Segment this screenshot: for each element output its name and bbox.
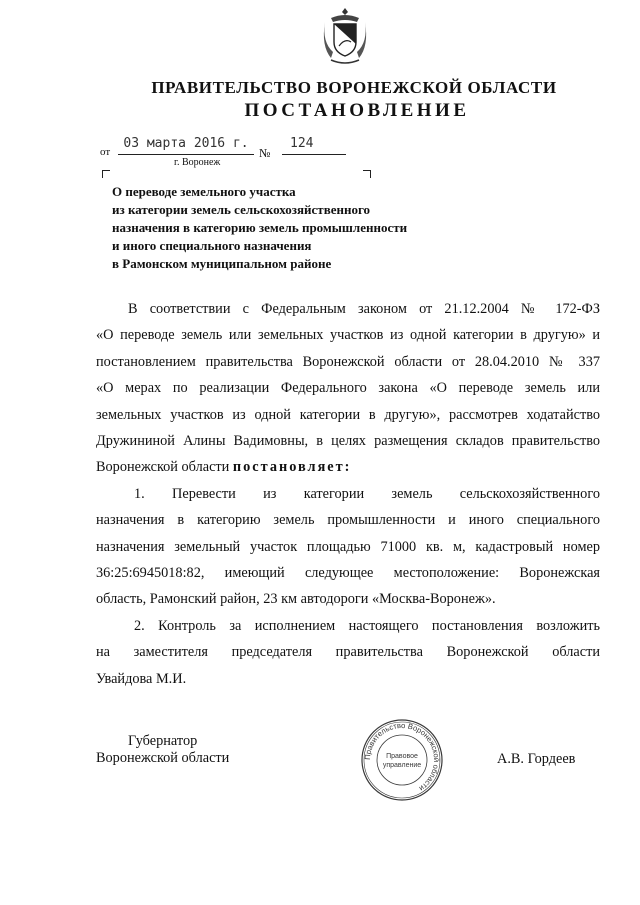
stamp-ring-text: Правительство Воронежской области bbox=[362, 720, 442, 794]
number-value: 124 bbox=[290, 136, 314, 151]
item1-line: 36:25:6945018:82, имеющий следующее местоположение: Воронежская bbox=[96, 565, 600, 582]
stamp-center-line: управление bbox=[382, 762, 422, 769]
city-label: г. Воронеж bbox=[174, 157, 221, 168]
title-line: из категории земель сельскохозяйственного bbox=[112, 202, 371, 217]
body-line: «О переводе земель или земельных участков из одной категории в другую» и bbox=[96, 327, 600, 344]
position-line: Губернатор bbox=[128, 733, 198, 749]
title-line: назначения в категорию земель промышленности bbox=[112, 220, 408, 235]
document-body bbox=[96, 296, 600, 692]
item2-line-last: Увайдова М.И. bbox=[96, 670, 187, 687]
date-field bbox=[118, 136, 254, 155]
item1-line-last: область, Рамонский район, 23 км автодороги «Москва-Воронеж». bbox=[96, 591, 496, 608]
signatory-name: А.В. Гордеев bbox=[497, 751, 576, 767]
document-title bbox=[112, 183, 407, 273]
title-line: в Рамонском муниципальном районе bbox=[112, 256, 332, 271]
document-type: ПОСТАНОВЛЕНИЕ bbox=[244, 100, 470, 121]
official-stamp bbox=[360, 718, 444, 802]
title-corner-left bbox=[102, 170, 110, 178]
position-line: Воронежской области bbox=[96, 750, 230, 766]
decree-word: постановляет: bbox=[232, 459, 352, 476]
date-label: от bbox=[100, 146, 111, 158]
body-line: Дружининой Алины Вадимовны, в целях размещения складов правительство bbox=[96, 433, 600, 450]
organization-name: ПРАВИТЕЛЬСТВО ВОРОНЕЖСКОЙ ОБЛАСТИ bbox=[151, 78, 557, 97]
body-line: В соответствии с Федеральным законом от 21.12.2004 № 172-ФЗ bbox=[128, 301, 600, 317]
title-corner-right bbox=[363, 170, 371, 178]
item1-line: 1. Перевести из категории земель сельскохозяйственного bbox=[134, 485, 600, 502]
date-value: 03 марта 2016 г. bbox=[123, 136, 249, 151]
item1-line: назначения земельный участок площадью 71000 кв. м, кадастровый номер bbox=[96, 538, 600, 555]
title-line: и иного специального назначения bbox=[112, 238, 312, 253]
item1-line: назначения в категорию земель промышленности и иного специального bbox=[96, 512, 600, 529]
stamp-center-line: Правовое bbox=[386, 753, 418, 760]
body-line: «О мерах по реализации Федерального закона «О переводе земель или bbox=[96, 380, 600, 397]
item2-line: на заместителя председателя правительства Воронежской области bbox=[96, 644, 600, 661]
coat-of-arms-icon bbox=[321, 6, 369, 66]
body-line: постановлением правительства Воронежской области от 28.04.2010 № 337 bbox=[96, 353, 600, 370]
body-line: земельных участков из одной категории в другую», рассмотрев ходатайство bbox=[96, 406, 600, 423]
signatory-position bbox=[96, 733, 229, 767]
number-label: № bbox=[259, 146, 271, 160]
preamble-end: Воронежской области bbox=[96, 459, 233, 476]
title-line: О переводе земельного участка bbox=[112, 184, 296, 199]
body-line-last bbox=[96, 454, 600, 480]
number-field bbox=[282, 136, 346, 155]
item2-line: 2. Контроль за исполнением настоящего постановления возложить bbox=[134, 617, 600, 634]
